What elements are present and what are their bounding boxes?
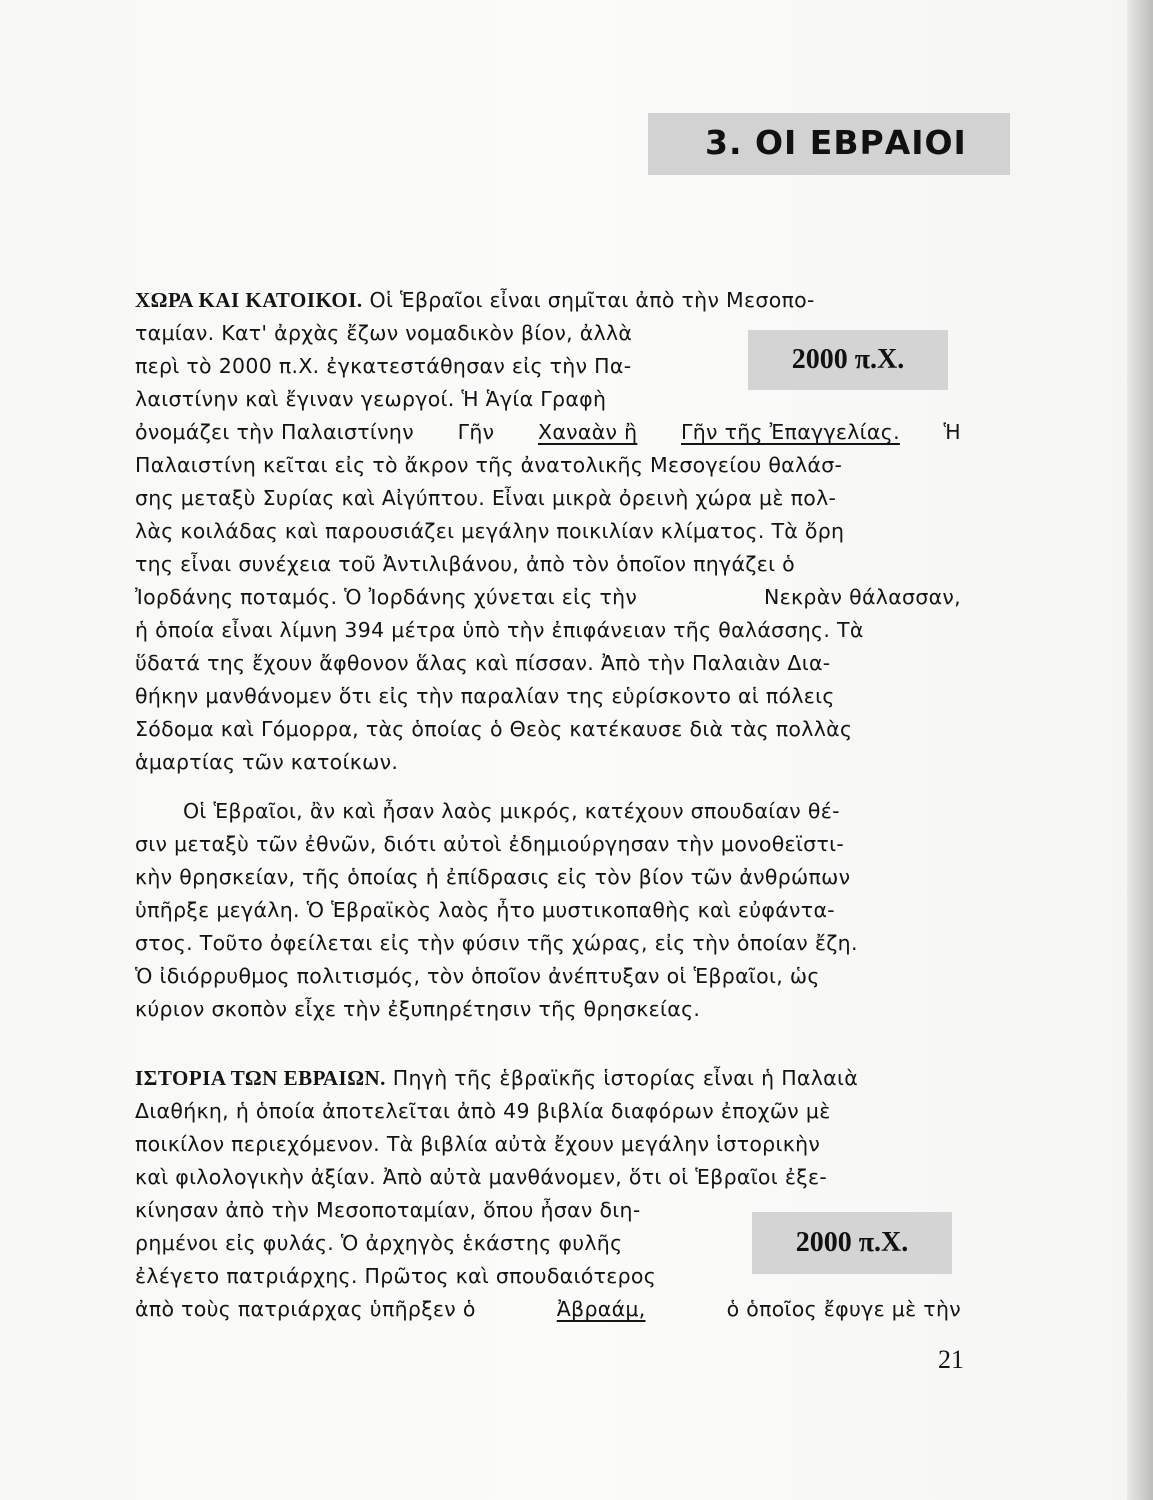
text-line: ἀπὸ τοὺς πατριάρχας ὑπῆρξεν ὁ Ἀβραάμ, ὁ ὁποῖος ἔφυγε μὲ τὴν — [135, 1293, 961, 1326]
text-line: λαιστίνην καὶ ἔγιναν γεωργοί. Ἡ Ἁγία Γραφὴ — [135, 387, 607, 411]
text-line: καὶ φιλολογικὴν ἀξίαν. Ἀπὸ αὐτὰ μανθάνομεν, ὅτι οἱ Ἑβραῖοι ἐξε- — [135, 1165, 828, 1189]
text-line: της εἶναι συνέχεια τοῦ Ἀντιλιβάνου, ἀπὸ τὸν ὁποῖον πηγάζει ὁ — [135, 552, 796, 576]
text-line: στος. Τοῦτο ὀφείλεται εἰς τὴν φύσιν τῆς χώρας, εἰς τὴν ὁποίαν ἔζη. — [135, 931, 858, 955]
text-line: λὰς κοιλάδας καὶ παρουσιάζει μεγάλην ποικιλίαν κλίματος. Τὰ ὄρη — [135, 519, 845, 543]
page-number: 21 — [938, 1345, 964, 1374]
text-line: σης μεταξὺ Συρίας καὶ Αἰγύπτου. Εἶναι μικρὰ ὀρεινὴ χώρα μὲ πολ- — [135, 486, 837, 510]
text-line: θήκην μανθάνομεν ὅτι εἰς τὴν παραλίαν της εὑρίσκοντο αἱ πόλεις — [135, 684, 835, 708]
chapter-title: 3. ΟΙ ΕΒΡΑΙΟΙ — [705, 123, 967, 162]
text-line: Ὁ ἰδιόρρυθμος πολιτισμός, τὸν ὁποῖον ἀνέπτυξαν οἱ Ἑβραῖοι, ὡς — [135, 964, 820, 988]
text-line: ἐλέγετο πατριάρχης. Πρῶτος καὶ σπουδαιότερος — [135, 1264, 657, 1288]
text-line: ΙΣΤΟΡΙΑ ΤΩΝ ΕΒΡΑΙΩΝ. Πηγὴ τῆς ἑβραϊκῆς ἱστορίας εἶναι ἡ Παλαιὰ — [135, 1066, 859, 1090]
text-line: ΧΩΡΑ ΚΑΙ ΚΑΤΟΙΚΟΙ. Οἱ Ἑβραῖοι εἶναι σημῖται ἀπὸ τὴν Μεσοπο- — [135, 288, 815, 312]
text-line: ὑπῆρξε μεγάλη. Ὁ Ἑβραϊκὸς λαὸς ἦτο μυστικοπαθὴς καὶ εὐφάντα- — [135, 898, 835, 922]
text-line: ὀνομάζει τὴν Παλαιστίνην Γῆν Χαναὰν ἢ Γῆν τῆς Ἐπαγγελίας. Ἡ — [135, 416, 961, 449]
text-line: σιν μεταξὺ τῶν ἐθνῶν, διότι αὐτοὶ ἐδημιούργησαν τὴν μονοθεϊστι- — [135, 832, 845, 856]
text-line: Ἰορδάνης ποταμός. Ὁ Ἰορδάνης χύνεται εἰς τὴν Νεκρὰν θάλασσαν, — [135, 581, 961, 614]
text-line: ἁμαρτίας τῶν κατοίκων. — [135, 750, 399, 774]
section-heading: ΙΣΤΟΡΙΑ ΤΩΝ ΕΒΡΑΙΩΝ. — [135, 1066, 386, 1090]
emphasized-term: Νεκρὰν θάλασσαν, — [764, 585, 961, 609]
emphasized-term: πατριάρχης. — [226, 1264, 358, 1288]
underlined-term: Ἀβραάμ, — [556, 1297, 646, 1321]
text-line: κύριον σκοπὸν εἶχε τὴν ἐξυπηρέτησιν τῆς θρησκείας. — [135, 997, 701, 1021]
margin-date-box: 2000 π.Χ. — [752, 1212, 952, 1274]
text-line: κίνησαν ἀπὸ τὴν Μεσοποταμίαν, ὅπου ἦσαν διη- — [135, 1198, 641, 1222]
text-line: ταμίαν. Κατ' ἀρχὰς ἔζων νομαδικὸν βίον, ἀλλὰ — [135, 321, 633, 345]
text-line: ποικίλον περιεχόμενον. Τὰ βιβλία αὐτὰ ἔχουν μεγάλην ἱστορικὴν — [135, 1132, 821, 1156]
text-line: ὕδατά της ἔχουν ἄφθονον ἅλας καὶ πίσσαν. Ἀπὸ τὴν Παλαιὰν Δια- — [135, 651, 831, 675]
section-history-of-hebrews — [135, 1062, 961, 1326]
text-line: κὴν θρησκείαν, τῆς ὁποίας ἡ ἐπίδρασις εἰς τὸν βίον τῶν ἀνθρώπων — [135, 865, 851, 889]
underlined-term: Γῆν τῆς Ἐπαγγελίας. — [681, 420, 900, 444]
margin-date-box: 2000 π.Χ. — [748, 330, 948, 390]
section-heading: ΧΩΡΑ ΚΑΙ ΚΑΤΟΙΚΟΙ. — [135, 288, 363, 312]
text-line: περὶ τὸ 2000 π.Χ. ἐγκατεστάθησαν εἰς τὴν Πα- — [135, 354, 632, 378]
section-hebrews-significance — [135, 795, 961, 1026]
underlined-term: Χαναὰν ἢ — [537, 420, 638, 444]
text-line: Διαθήκη, ἡ ὁποία ἀποτελεῖται ἀπὸ 49 βιβλία διαφόρων ἐποχῶν μὲ — [135, 1099, 831, 1123]
text-line: ρημένοι εἰς φυλάς. Ὁ ἀρχηγὸς ἑκάστης φυλῆς — [135, 1231, 623, 1255]
text-line: Σόδομα καὶ Γόμορρα, τὰς ὁποίας ὁ Θεὸς κατέκαυσε διὰ τὰς πολλὰς — [135, 717, 853, 741]
page-edge — [1127, 0, 1153, 1500]
text-line: ἡ ὁποία εἶναι λίμνη 394 μέτρα ὑπὸ τὴν ἐπιφάνειαν τῆς θαλάσσης. Τὰ — [135, 618, 864, 642]
text-line: Οἱ Ἑβραῖοι, ἂν καὶ ἦσαν λαὸς μικρός, κατέχουν σπουδαίαν θέ- — [183, 799, 840, 823]
text-line: Παλαιστίνη κεῖται εἰς τὸ ἄκρον τῆς ἀνατολικῆς Μεσογείου θαλάσ- — [135, 453, 843, 477]
